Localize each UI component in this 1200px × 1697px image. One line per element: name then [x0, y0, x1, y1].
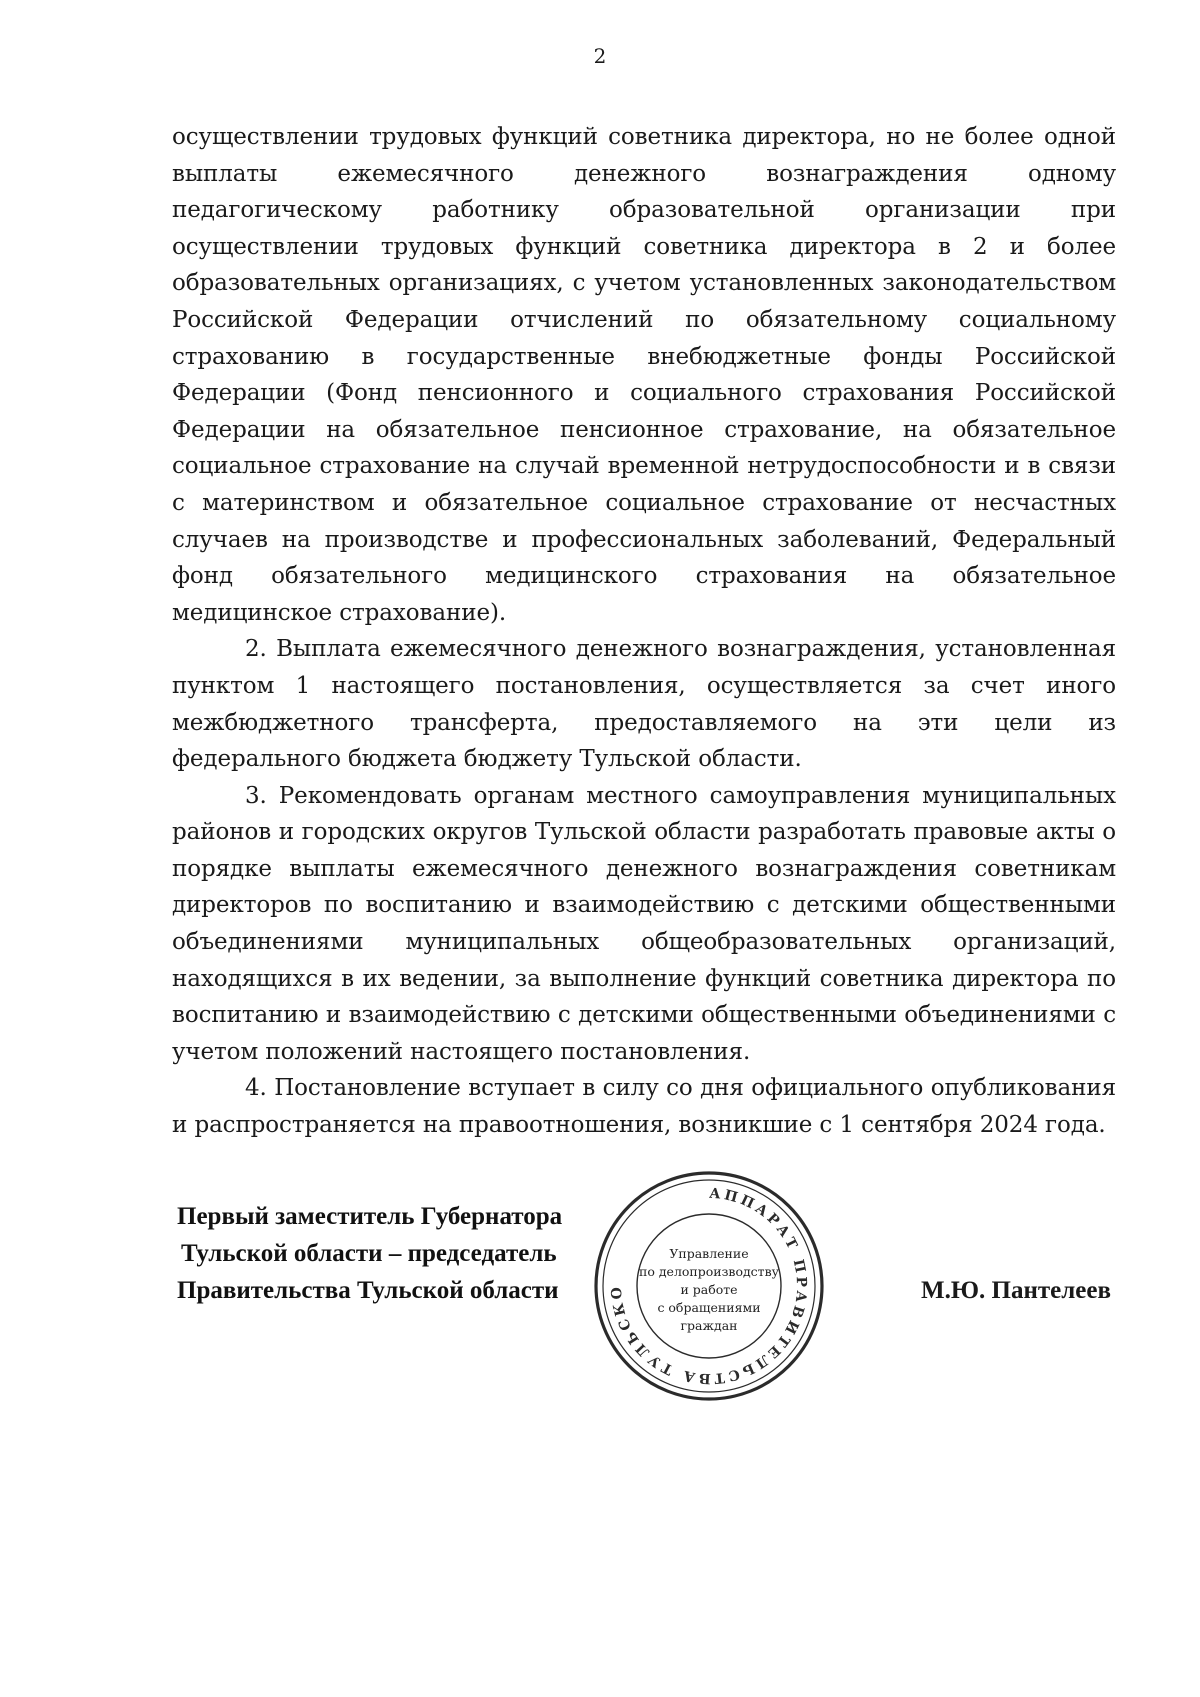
signatory-name: М.Ю. Пантелеев [921, 1277, 1111, 1304]
paragraph-item-2: 2. Выплата ежемесячного денежного вознаграждения, установленная пунктом 1 настоящего постановления, осуществляется за счет иного межбюджетного трансферта, предоставляемого на эти цели из федерального бюджета бюджету Тульской области. [172, 636, 1116, 773]
document-body [172, 119, 1116, 1144]
seal-outer-text: АППАРАТ ПРАВИТЕЛЬСТВА ТУЛЬСКО [608, 1185, 810, 1387]
paragraph-item-3: 3. Рекомендовать органам местного самоуправления муниципальных районов и городских округов Тульской области разработать правовые акты о порядке выплаты ежемесячного денежного вознаграждения советникам директоров по воспитанию и взаимодействию с детскими общественными объединениями муниципальных общеобразовательных организаций, находящихся в их ведении, за выполнение функций советника директора по воспитанию и взаимодействию с детскими общественными объединениями с учетом положений настоящего постановления. [172, 782, 1116, 1065]
signatory-position [177, 1198, 562, 1309]
signatory-position-line-2: Тульской области – председатель [181, 1240, 557, 1267]
signatory-position-line-1: Первый заместитель Губернатора [177, 1203, 563, 1230]
paragraph-item-4: 4. Постановление вступает в силу со дня официального опубликования и распространяется на правоотношения, возникшие с 1 сентября 2024 года. [172, 1075, 1116, 1139]
seal-inner-line-5: граждан [680, 1318, 738, 1333]
official-seal-stamp [589, 1166, 829, 1406]
signatory-position-line-3: Правительства Тульской области [177, 1277, 559, 1304]
seal-inner-line-2: по делопроизводству [639, 1264, 779, 1279]
page-number: 2 [593, 44, 607, 68]
paragraph-continuation: осуществлении трудовых функций советника директора, но не более одной выплаты ежемесячного денежного вознаграждения одному педагогическому работнику образовательной организации при осуществлении трудовых функций советника директора в 2 и более образовательных организациях, с учетом установленных законодательством Российской Федерации отчислений по обязательному социальному страхованию в государственные внебюджетные фонды Российской Федерации (Фонд пенсионного и социального страхования Российской Федерации на обязательное пенсионное страхование, на обязательное социальное страхование на случай временной нетрудоспособности и в связи с материнством и обязательное социальное страхование от несчастных случаев на производстве и профессиональных заболеваний, Федеральный фонд обязательного медицинского страхования на обязательное медицинское страхование). [172, 124, 1116, 626]
seal-inner-line-4: с обращениями [657, 1300, 761, 1315]
seal-inner-line-1: Управление [669, 1246, 749, 1261]
seal-inner-line-3: и работе [680, 1282, 738, 1297]
seal-graphic [589, 1166, 829, 1406]
